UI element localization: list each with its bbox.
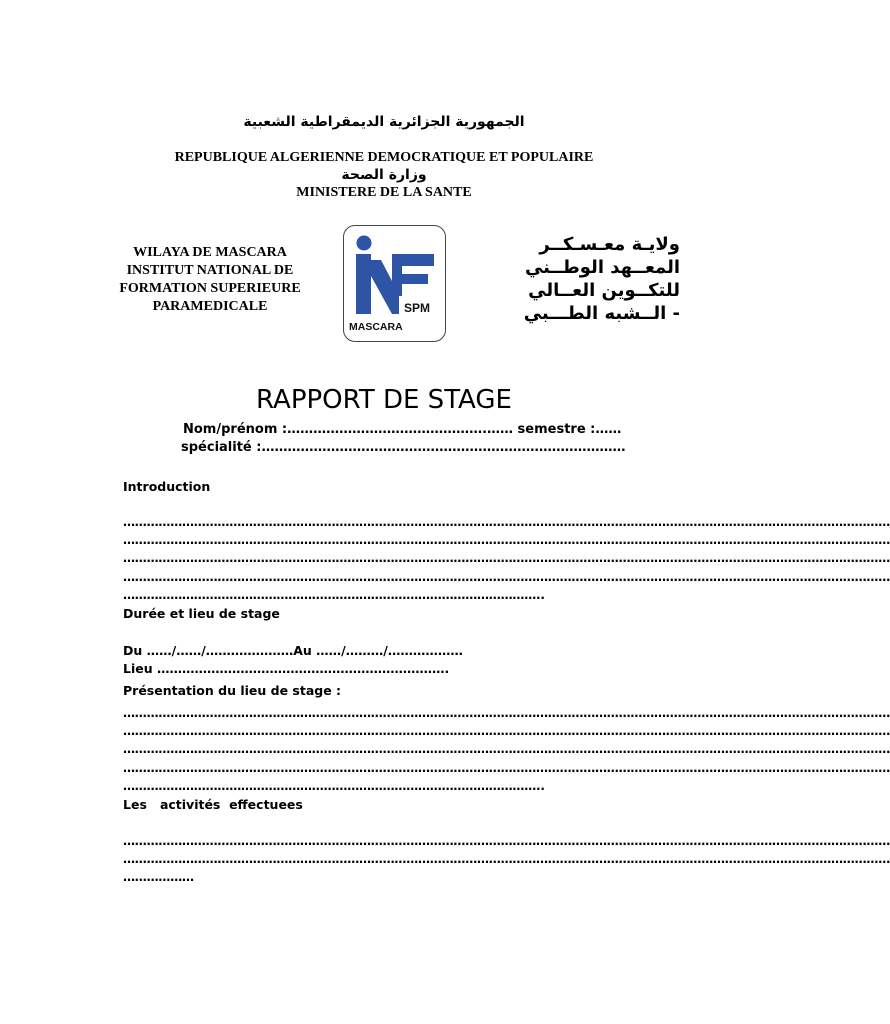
introduction-line[interactable]: …………………………………………………………………………………………………………………………………………………………………………… — [123, 551, 890, 565]
report-title: RAPPORT DE STAGE — [256, 385, 512, 415]
presentation-line[interactable]: …………………………………………………………………………………………………………………………………………………………………………… — [123, 742, 890, 756]
dates-field[interactable]: Du ……/……/…………………Au ……/………/……………… — [123, 643, 463, 658]
arabic-republic-heading: الجمهورية الجزائرية الديمقراطية الشعبية — [243, 114, 525, 130]
arabic-ministry-heading: وزارة الصحة — [341, 167, 427, 183]
arabic-institute-line: - الــشبه الطـــبي — [523, 303, 680, 324]
presentation-line[interactable]: …………………………………………………………………………………………….. — [123, 779, 545, 793]
infspm-logo — [343, 225, 446, 342]
logo-spm-text: SPM — [404, 301, 431, 315]
presentation-line[interactable]: …………………………………………………………………………………………………………………………………………………………………………… — [123, 724, 890, 738]
presentation-line[interactable]: …………………………………………………………………………………………………………………………………………………………………………… — [123, 706, 890, 720]
activities-line[interactable]: …………………………………………………………………………………………………………………………………………………………………………… — [123, 834, 890, 848]
place-field[interactable]: Lieu ……………………………………………………………. — [123, 661, 450, 676]
arabic-institute-line: ولايـة معـسـكــر — [539, 234, 680, 255]
introduction-label: Introduction — [123, 479, 211, 494]
institute-line: INSTITUT NATIONAL DE — [126, 263, 294, 278]
activities-line[interactable]: ……………… — [123, 870, 194, 884]
infspm-logo-icon — [344, 226, 444, 340]
institute-line: WILAYA DE MASCARA — [133, 245, 287, 260]
introduction-line[interactable]: …………………………………………………………………………………………………………………………………………………………………………… — [123, 533, 890, 547]
presentation-line[interactable]: …………………………………………………………………………………………………………………………………………………………………………… — [123, 761, 890, 775]
introduction-line[interactable]: …………………………………………………………………………………………………………………………………………………………………………… — [123, 515, 890, 529]
arabic-institute-block — [470, 233, 680, 325]
introduction-line[interactable]: …………………………………………………………………………………………….. — [123, 588, 545, 602]
institute-line: FORMATION SUPERIEURE — [119, 281, 301, 296]
logo-city-text: MASCARA — [349, 321, 403, 333]
ministry-heading: MINISTERE DE LA SANTE — [296, 185, 472, 200]
name-semester-field[interactable]: Nom/prénom :……………………………………….…… semestre :…… — [183, 422, 622, 437]
specialty-field[interactable]: spécialité :………………………………………………………………………… — [181, 440, 626, 455]
arabic-institute-line: المعــهد الوطــني — [524, 257, 680, 278]
institute-name-block — [110, 244, 310, 316]
arabic-institute-line: للتكــوين العــالي — [528, 280, 680, 301]
presentation-label: Présentation du lieu de stage : — [123, 683, 342, 698]
activities-line[interactable]: …………………………………………………………………………………………………………………………………………………………………………… — [123, 852, 890, 866]
republic-heading: REPUBLIQUE ALGERIENNE DEMOCRATIQUE ET POPULAIRE — [174, 150, 594, 165]
activities-label: Les activités effectuees — [123, 797, 303, 812]
institute-line: PARAMEDICALE — [152, 299, 268, 314]
introduction-line[interactable]: …………………………………………………………………………………………………………………………………………………………………………… — [123, 570, 890, 584]
duration-place-label: Durée et lieu de stage — [123, 606, 280, 621]
